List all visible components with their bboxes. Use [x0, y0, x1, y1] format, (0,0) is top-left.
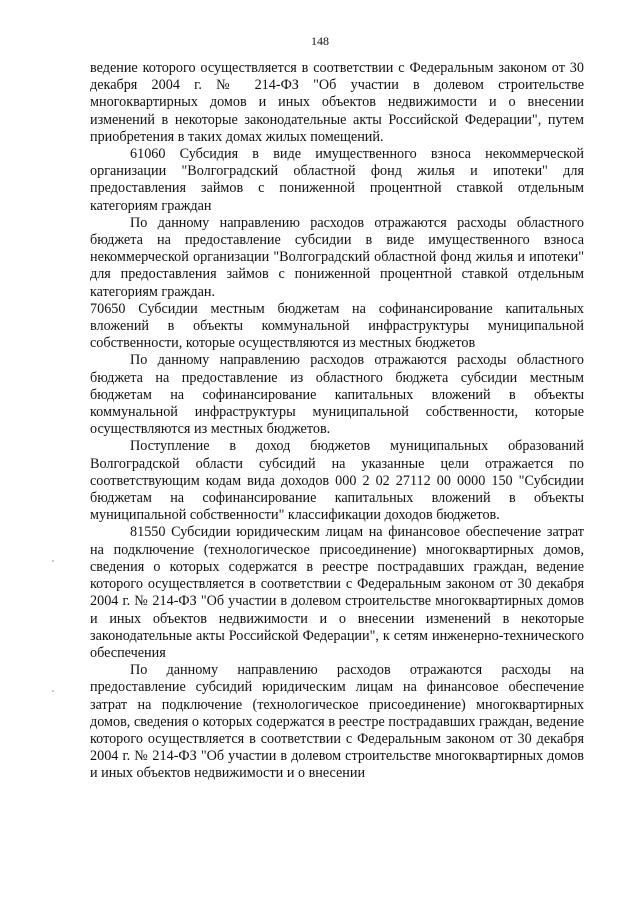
paragraph-70650-heading: 70650 Субсидии местным бюджетам на софинансирование капитальных вложений в объекты коммунальной инфраструктуры муниципальной собственности, которые осуществляются из местных бюджетов — [90, 300, 584, 352]
paragraph-continuation: ведение которого осуществляется в соответствии с Федеральным законом от 30 декабря 2004 г. № 214-ФЗ "Об участии в долевом строительстве многоквартирных домов и иных объектов недвижимости и о внесении изменений в некоторые законодательные акты Российской Федерации", путем приобретения в таких домах жилых помещений. — [90, 60, 584, 145]
document-body — [90, 60, 584, 783]
paragraph-81550-description: По данному направлению расходов отражаются расходы на предоставление субсидий юридическим лицам на финансовое обеспечение затрат на подключение (технологическое присоединение) многоквартирных домов, сведения о которых содержатся в реестре пострадавших граждан, ведение которого осуществляется в соответствии с Федеральным законом от 30 декабря 2004 г. № 214-ФЗ "Об участии в долевом строительстве многоквартирных домов и иных объектов недвижимости и о внесении — [90, 662, 584, 782]
scan-speck — [52, 560, 54, 562]
paragraph-81550-heading: 81550 Субсидии юридическим лицам на финансовое обеспечение затрат на подключение (технологическое присоединение) многоквартирных домов, сведения о которых содержатся в реестре пострадавших граждан, ведение которого осуществляется в соответствии с Федеральным законом от 30 декабря 2004 г. № 214-ФЗ "Об участии в долевом строительстве многоквартирных домов и иных объектов недвижимости и о внесении изменений в некоторые законодательные акты Российской Федерации", к сетям инженерно-технического обеспечения — [90, 524, 584, 661]
paragraph-61060-description: По данному направлению расходов отражаются расходы областного бюджета на предоставление субсидии в виде имущественного взноса некоммерческой организации "Волгоградский областной фонд жилья и ипотеки" для предоставления займов с пониженной процентной ставкой отдельным категориям граждан. — [90, 214, 584, 300]
paragraph-61060-heading: 61060 Субсидия в виде имущественного взноса некоммерческой организации "Волгоградский областной фонд жилья и ипотеки" для предоставления займов с пониженной процентной ставкой отдельным категориям граждан — [90, 146, 584, 214]
scan-speck — [52, 690, 54, 692]
page-number: 148 — [311, 34, 329, 48]
paragraph-70650-revenue: Поступление в доход бюджетов муниципальных образований Волгоградской области субсидий на указанные цели отражается по соответствующим кодам вида доходов 000 2 02 27112 00 0000 150 "Субсидии бюджетам на софинансирование капитальных вложений в объекты муниципальной собственности" классификации доходов бюджетов. — [90, 438, 584, 524]
paragraph-70650-description: По данному направлению расходов отражаются расходы областного бюджета на предоставление из областного бюджета субсидии местным бюджетам на софинансирование капитальных вложений в объекты коммунальной инфраструктуры муниципальной собственности, которые осуществляются из местных бюджетов. — [90, 352, 584, 438]
